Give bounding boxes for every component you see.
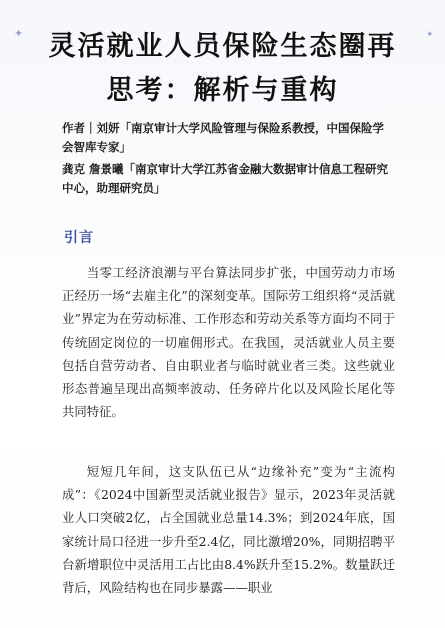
body-paragraph-1: 当零工经济浪潮与平台算法同步扩张，中国劳动力市场正经历一场“去雇主化”的深刻变革。国际劳工组织将“灵活就业”界定为在劳动标准、工作形态和劳动关系等方面均不同于传统固定岗位的一切雇佣形式。在我国，灵活就业人员主要包括自营劳动者、自由职业者与临时就业者三类。这些就业形态普遍呈现出高频率波动、任务碎片化以及风险长尾化等共同特征。 <box>62 265 395 420</box>
article-title-line1: 灵活就业人员保险生态圈再 <box>48 31 397 62</box>
author-info-1: 作者｜刘妍「南京审计大学风险管理与保险系教授，中国保险学会智库专家」 <box>62 121 384 154</box>
section-heading: 引言 <box>64 230 94 246</box>
author-info-2: 龚克 詹景曦「南京审计大学江苏省金融大数据审计信息工程研究中心，助理研究员」 <box>62 162 389 195</box>
body-paragraph-2: 短短几年间，这支队伍已从“边缘补充”变为“主流构成”：《2024中国新型灵活就业报告》显示，2023年灵活就业人口突破2亿，占全国就业总量14.3%；到2024年底，国家统计局口径进一步升至2.4亿，同比激增20%，同期招聘平台新增职位中灵活用工占比由8.4%跃升至15.2%。数量跃迁背后，风险结构也在同步暴露——职业 <box>62 464 395 596</box>
article-title-line2: 思考：解析与重构 <box>106 75 339 106</box>
sparkle-icon: ✦ <box>14 27 24 40</box>
sparkle-icon: ✦ <box>426 30 434 40</box>
